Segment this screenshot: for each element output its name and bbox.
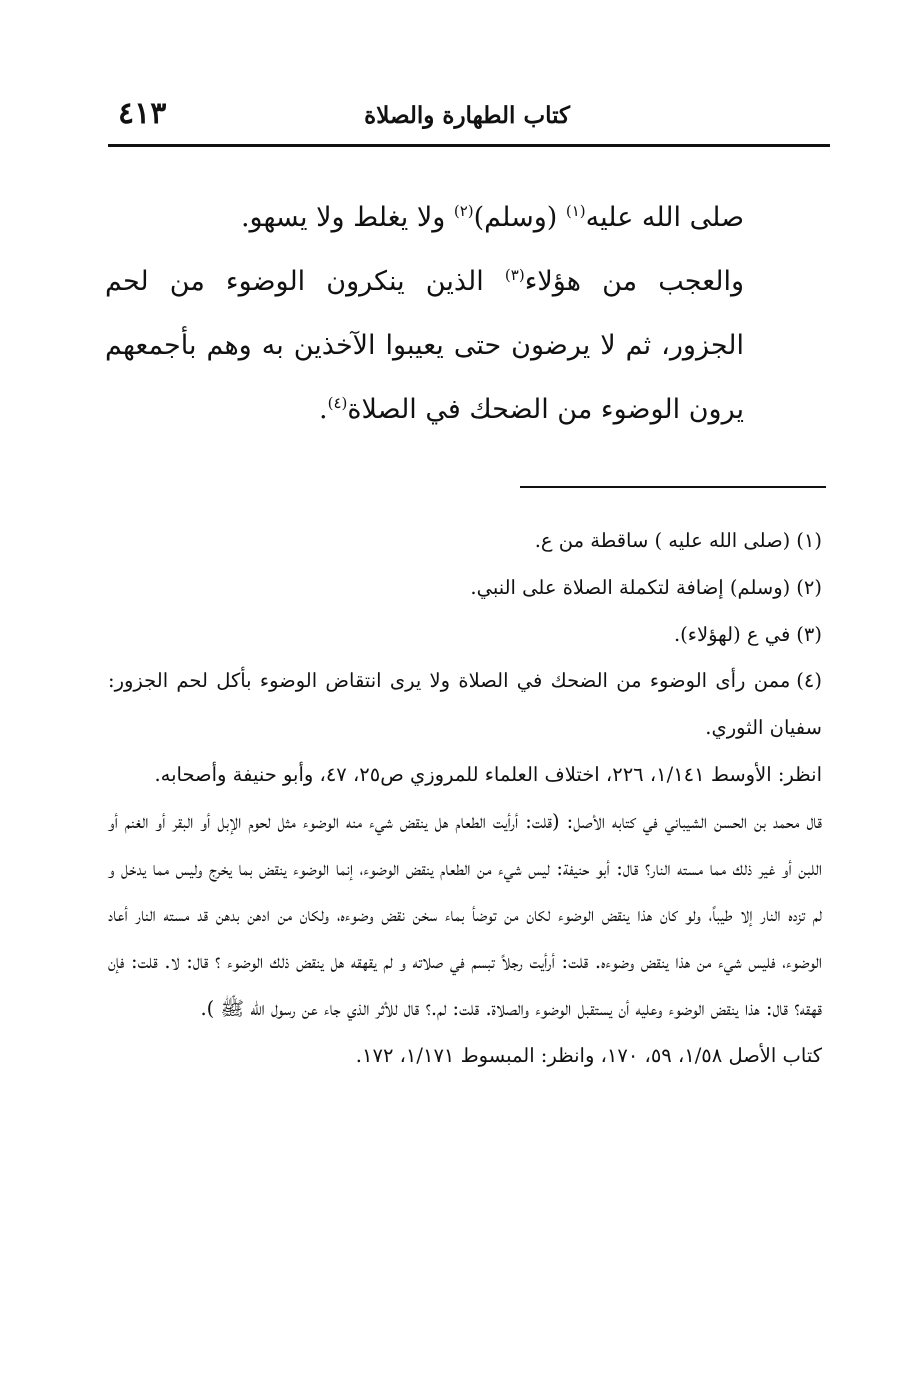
footnote-number: (٣) <box>796 622 822 646</box>
text-run: (وسلم) <box>473 202 566 233</box>
paragraph-2 <box>105 250 744 442</box>
page-number: ٤١٣ <box>118 96 167 131</box>
text-run: ولا يغلط ولا يسهو. <box>240 202 454 233</box>
footnote-ref-2: (٢) <box>453 202 474 220</box>
footnote-number: (٢) <box>796 575 822 599</box>
footnote-divider <box>520 486 826 488</box>
paragraph-1 <box>105 186 744 250</box>
text-run: الذين ينكرون الوضوء من لحم الجزور، ثم لا يرضون حتى يعيبوا الآخذين به وهم بأجمعهم يرون الوضوء من الضحك في الصلاة <box>105 266 744 425</box>
footnote-text: (وسلم) إضافة لتكملة الصلاة على النبي. <box>470 575 791 599</box>
text-run: والعجب من هؤلاء <box>524 266 744 297</box>
footnotes <box>108 518 822 1080</box>
footnote-4-sources: كتاب الأصل ١/٥٨، ٥٩، ١٧٠، وانظر: المبسوط ١/١٧١، ١٧٢. <box>355 1043 822 1067</box>
text-run: . <box>319 394 328 425</box>
running-title: كتاب الطهارة والصلاة <box>364 102 570 129</box>
footnote-ref-1: (١) <box>565 202 586 220</box>
footnote-3 <box>108 612 822 659</box>
footnote-text: (صلى الله عليه ) ساقطة من ع. <box>534 529 791 552</box>
footnote-number: (١) <box>796 529 822 552</box>
page-header <box>108 96 830 147</box>
footnote-2 <box>108 565 822 612</box>
footnote-1 <box>108 518 822 565</box>
main-text <box>105 186 744 442</box>
footnote-ref-3: (٣) <box>504 266 525 284</box>
footnote-text: في ع (لهؤلاء). <box>673 622 791 646</box>
footnote-4 <box>108 658 822 752</box>
text-run: صلى الله عليه <box>585 202 744 233</box>
footnote-4-references: انظر: الأوسط ١/١٤١، ٢٢٦، اختلاف العلماء للمروزي ص٢٥، ٤٧، وأبو حنيفة وأصحابه. <box>154 762 822 786</box>
footnote-number: (٤) <box>796 669 822 693</box>
footnote-4-quotation: قال محمد بن الحسن الشيباني في كتابه الأصل: (قلت: أرأيت الطعام هل ينقض شيء منه الوضوء مثل لحوم الإبل أو البقر أو الغنم أو اللبن أو غير ذلك مما مسته النار؟ قال: أبو حنيفة: ليس شيء من الطعام ينقض الوضوء، إنما الوضوء ينقض بما يخرج وليس مما يدخل و لم تزده النار إلا طيباً، ولو كان هذا ينقض الوضوء لكان من توضأ بماء سخن نقض وضوءه، ولكان من ادهن بدهن قد مسته النار أعاد الوضوء، فليس شيء من هذا ينقض وضوءه. قلت: أرأيت رجلاً تبسم في صلاته و لم يقهقه هل ينقض ذلك الوضوء ؟ قال: لا. قلت: فإن قهقه؟ قال: هذا ينقض الوضوء وعليه أن يستقبل الوضوء والصلاة. قلت: لم.؟ قال للأثر الذي جاء عن رسول الله ﷺ ). <box>108 809 822 1020</box>
footnote-ref-4: (٤) <box>327 394 348 412</box>
footnote-text: ممن رأى الوضوء من الضحك في الصلاة ولا يرى انتقاض الوضوء بأكل لحم الجزور: سفيان الثوري. <box>108 669 822 740</box>
